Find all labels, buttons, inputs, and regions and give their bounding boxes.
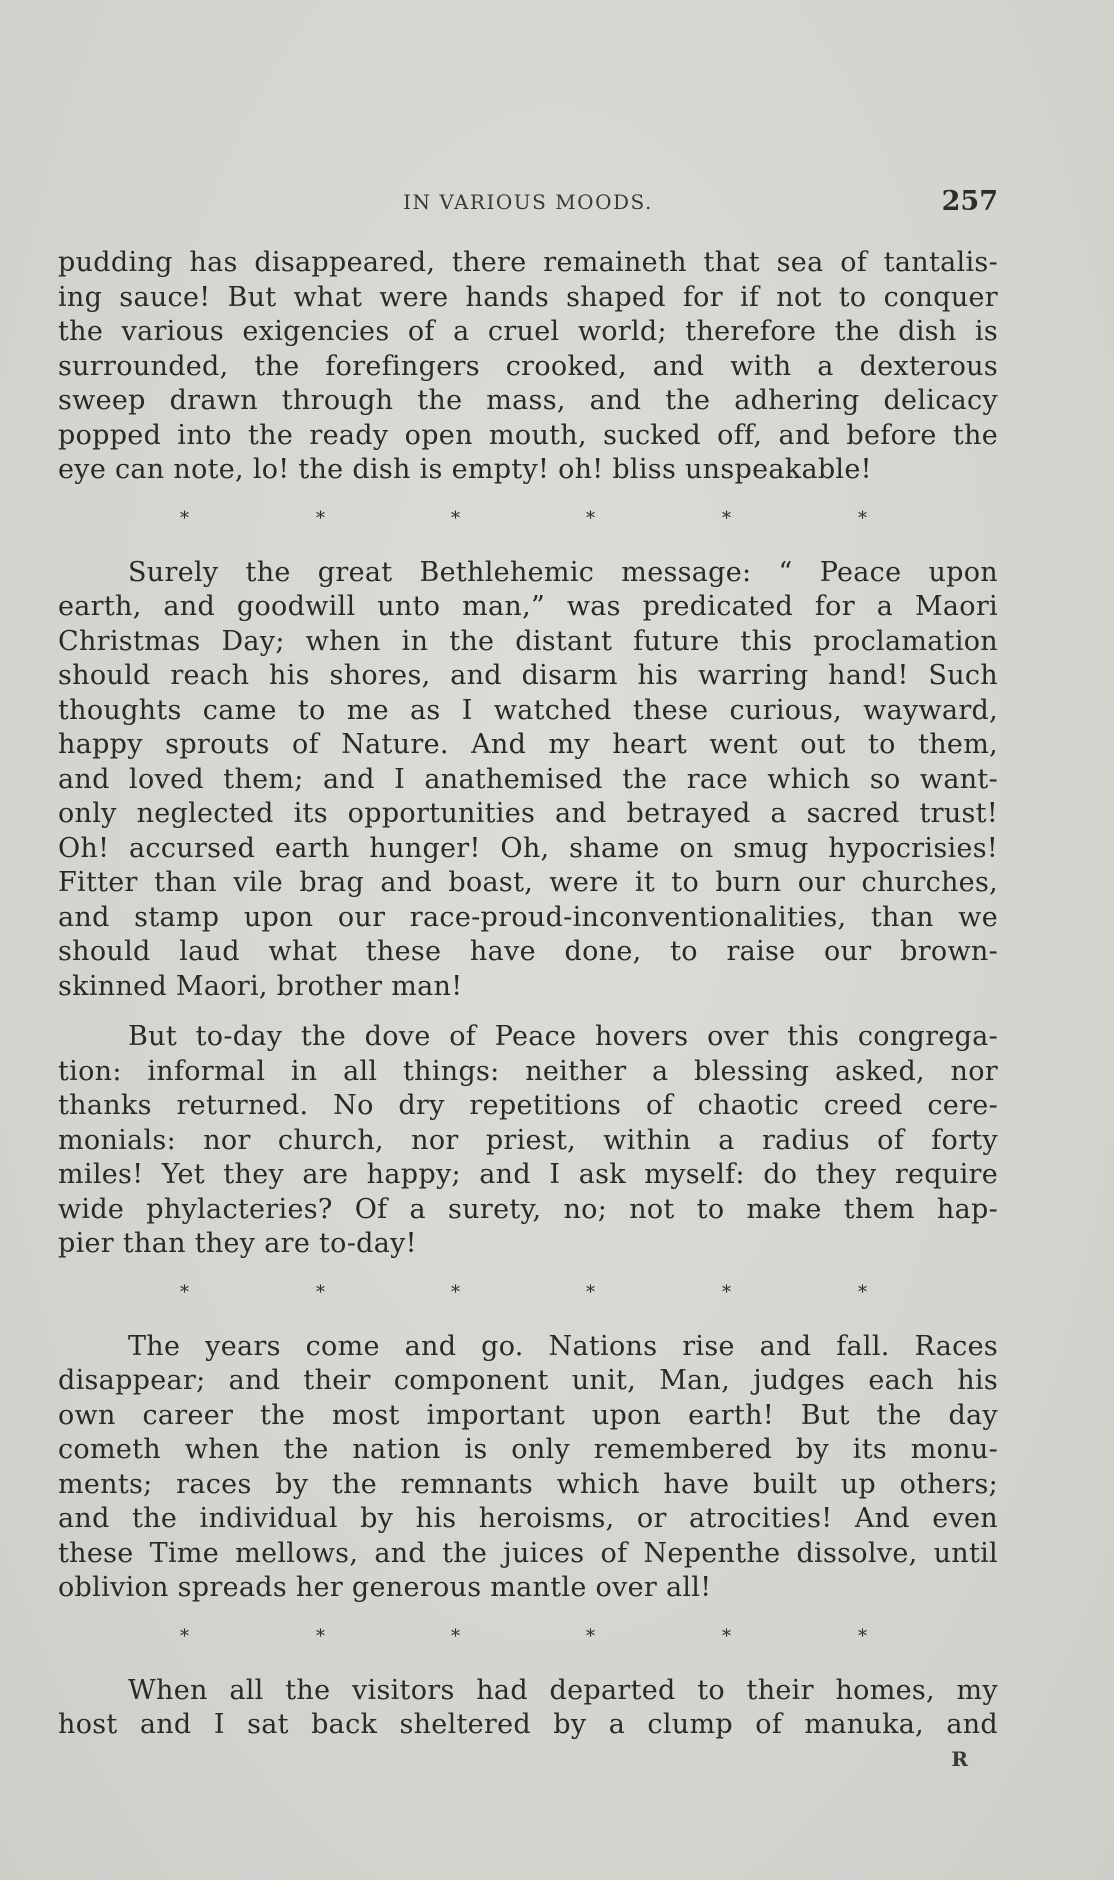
paragraph-3 — [58, 1020, 998, 1262]
text-line: oblivion spreads her generous mantle over all! — [58, 1572, 712, 1603]
text-line: sweep drawn through the mass, and the adhering delicacy — [58, 385, 998, 416]
running-header — [58, 180, 998, 220]
text-line: earth, and goodwill unto man,” was predicated for a Maori — [58, 591, 998, 622]
separator-star: * — [316, 1281, 325, 1303]
text-line: The years come and go. Nations rise and fall. Races — [128, 1330, 998, 1362]
text-line: ments; races by the remnants which have built up others; — [58, 1468, 998, 1500]
separator-star: * — [180, 1281, 189, 1303]
text-line: and loved them; and I anathemised the race which so want- — [58, 763, 998, 795]
separator-star: * — [586, 1625, 595, 1647]
text-line: popped into the ready open mouth, sucked off, and before the — [58, 419, 998, 451]
section-separator — [58, 1278, 998, 1308]
section-separator — [58, 1622, 998, 1652]
text-line: cometh when the nation is only remembered by its monu- — [58, 1434, 998, 1465]
text-line: skinned Maori, brother man! — [58, 970, 463, 1002]
text-line: own career the most important upon earth! But the day — [58, 1399, 998, 1431]
text-line: Fitter than vile brag and boast, were it to burn our churches, — [58, 867, 998, 898]
text-line: wide phylacteries? Of a surety, no; not to make them hap- — [58, 1193, 998, 1225]
text-line: But to-day the dove of Peace hovers over this congrega- — [128, 1021, 998, 1052]
book-page — [58, 180, 998, 1789]
text-line: thanks returned. No dry repetitions of chaotic creed cere- — [58, 1090, 998, 1121]
separator-star: * — [451, 507, 460, 529]
text-line: host and I sat back sheltered by a clump of manuka, and — [58, 1709, 998, 1740]
text-line: happy sprouts of Nature. And my heart went out to them, — [58, 729, 998, 760]
body-text — [58, 246, 998, 1789]
text-line: When all the visitors had departed to their homes, my — [128, 1674, 998, 1706]
separator-star: * — [722, 507, 731, 529]
text-line: tion: informal in all things: neither a blessing asked, nor — [58, 1055, 998, 1087]
separator-star: * — [180, 507, 189, 529]
separator-star: * — [722, 1625, 731, 1647]
paragraph-1 — [58, 246, 998, 488]
text-line: Christmas Day; when in the distant future this proclamation — [58, 625, 998, 657]
text-line: and the individual by his heroisms, or atrocities! And even — [58, 1503, 998, 1534]
paragraph-5 — [58, 1674, 998, 1743]
text-line: pier than they are to-day! — [58, 1228, 417, 1259]
separator-star: * — [316, 507, 325, 529]
text-line: miles! Yet they are happy; and I ask myself: do they require — [58, 1159, 998, 1190]
separator-star: * — [316, 1625, 325, 1647]
separator-star: * — [858, 1281, 867, 1303]
separator-star: * — [858, 507, 867, 529]
separator-star: * — [858, 1625, 867, 1647]
signature-mark: R — [951, 1746, 968, 1771]
running-title: IN VARIOUS MOODS. — [403, 190, 653, 214]
text-line: should laud what these have done, to raise our brown- — [58, 936, 998, 967]
signature-row — [58, 1746, 998, 1789]
separator-star: * — [722, 1281, 731, 1303]
text-line: only neglected its opportunities and betrayed a sacred trust! — [58, 798, 998, 829]
text-line: and stamp upon our race-proud-inconventionalities, than we — [58, 901, 998, 933]
separator-star: * — [180, 1625, 189, 1647]
text-line: disappear; and their component unit, Man, judges each his — [58, 1365, 998, 1396]
text-line: these Time mellows, and the juices of Nepenthe dissolve, until — [58, 1537, 998, 1569]
separator-star: * — [586, 507, 595, 529]
text-line: surrounded, the forefingers crooked, and with a dexterous — [58, 350, 998, 382]
separator-star: * — [451, 1625, 460, 1647]
text-line: monials: nor church, nor priest, within a radius of forty — [58, 1124, 998, 1156]
text-line: Oh! accursed earth hunger! Oh, shame on smug hypocrisies! — [58, 832, 998, 864]
text-line: eye can note, lo! the dish is empty! oh! bliss unspeakable! — [58, 454, 872, 485]
section-separator — [58, 504, 998, 534]
paragraph-4 — [58, 1330, 998, 1606]
separator-star: * — [451, 1281, 460, 1303]
text-line: ing sauce! But what were hands shaped for if not to conquer — [58, 281, 998, 313]
page-number: 257 — [941, 186, 998, 217]
text-line: the various exigencies of a cruel world; therefore the dish is — [58, 316, 998, 347]
text-line: Surely the great Bethlehemic message: “ Peace upon — [128, 556, 998, 588]
text-line: pudding has disappeared, there remaineth that sea of tantalis- — [58, 247, 998, 278]
paragraph-2 — [58, 556, 998, 1005]
text-line: should reach his shores, and disarm his warring hand! Such — [58, 660, 998, 691]
separator-star: * — [586, 1281, 595, 1303]
text-line: thoughts came to me as I watched these curious, wayward, — [58, 694, 998, 726]
